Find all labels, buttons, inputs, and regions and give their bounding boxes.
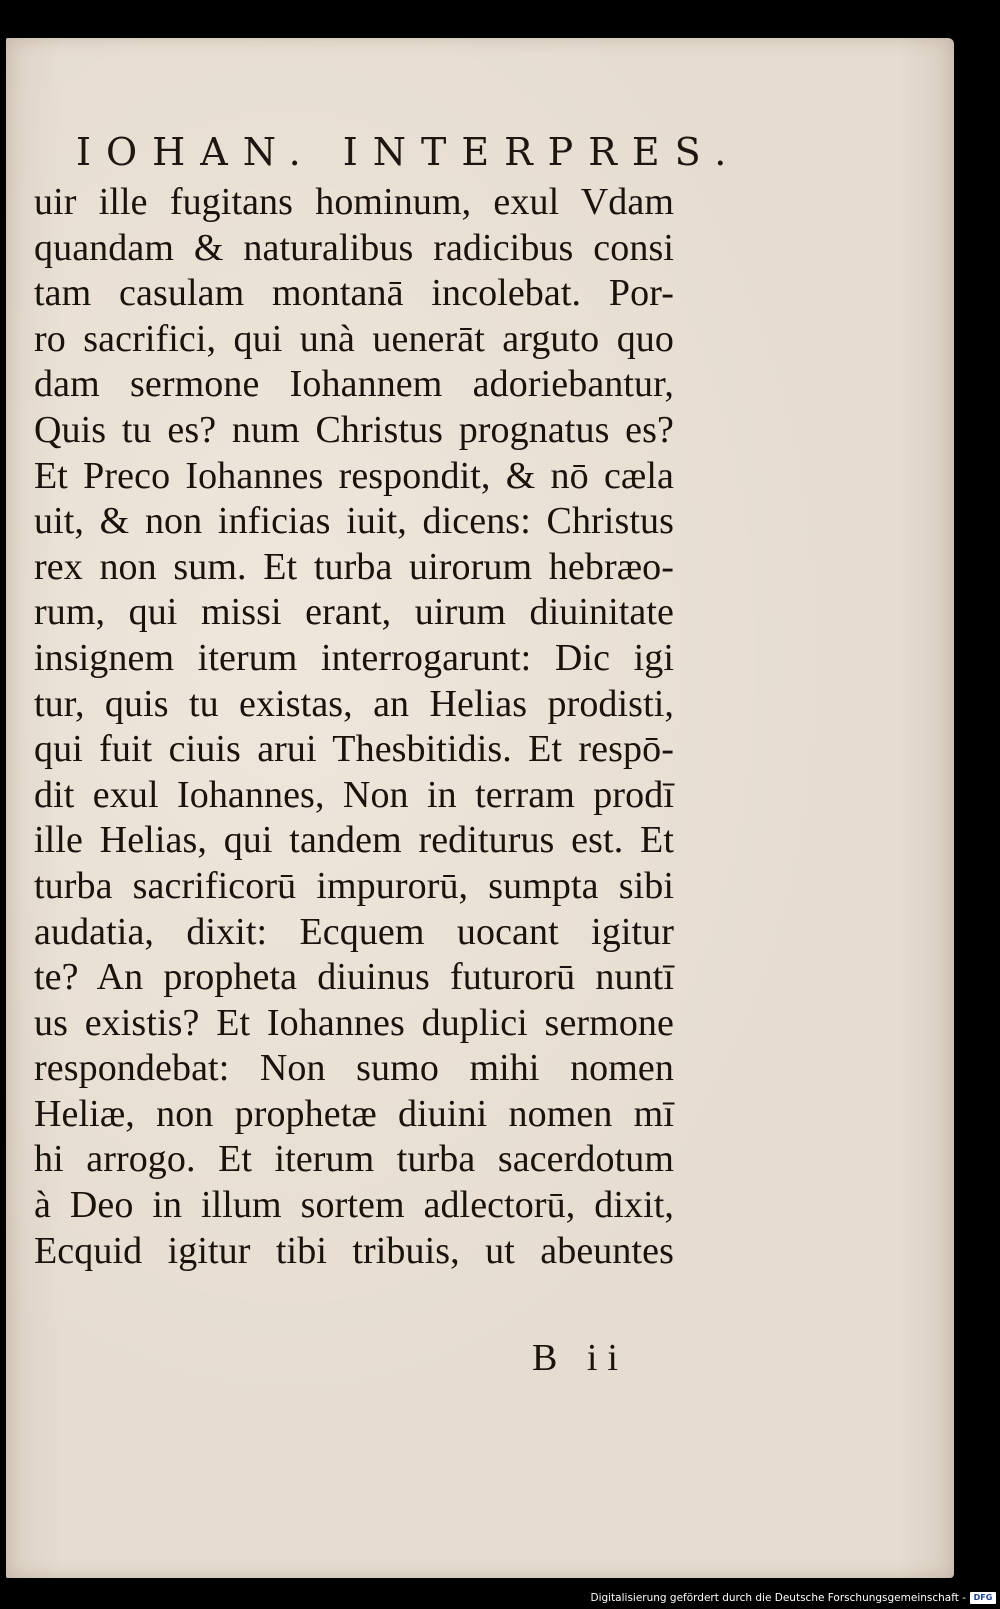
- text-line: Heliæ, non prophetæ diuini nomen mī: [34, 1092, 674, 1135]
- digitization-credit: Digitalisierung gefördert durch die Deutsche Forschungsgemeinschaft -: [590, 1592, 966, 1604]
- text-line: Ecquid igitur tibi tribuis, ut abeuntes: [34, 1229, 674, 1272]
- running-head: IOHAN. INTERPRES.: [76, 130, 742, 174]
- text-line: Et Preco Iohannes respondit, & nō cæla: [34, 454, 674, 497]
- text-line: insignem iterum interrogarunt: Dic igi: [34, 636, 674, 679]
- body-text: [34, 180, 674, 1274]
- text-line: tur, quis tu existas, an Helias prodisti,: [34, 682, 674, 725]
- text-line: ille Helias, qui tandem rediturus est. Et: [34, 819, 674, 862]
- text-line: ro sacrifici, qui unà uenerāt arguto quo: [34, 317, 674, 360]
- text-line: us existis? Et Iohannes duplici sermone: [34, 1001, 674, 1044]
- text-line: uit, & non inficias iuit, dicens: Christus: [34, 500, 674, 543]
- text-line: à Deo in illum sortem adlectorū, dixit,: [34, 1184, 674, 1227]
- text-line: qui fuit ciuis arui Thesbitidis. Et respō-: [34, 728, 674, 771]
- text-line: uir ille fugitans hominum, exul Vdam: [34, 181, 674, 223]
- signature-mark: B ii: [532, 1337, 628, 1379]
- text-line: Quis tu es? num Christus prognatus es?: [34, 408, 674, 451]
- text-line: quandam & naturalibus radicibus consi: [34, 226, 674, 269]
- text-line: rum, qui missi erant, uirum diuinitate: [34, 591, 674, 634]
- dfg-logo-icon: DFG: [970, 1592, 996, 1604]
- text-line: turba sacrificorū impurorū, sumpta sibi: [34, 864, 674, 907]
- text-line: respondebat: Non sumo mihi nomen: [34, 1047, 674, 1090]
- text-line: rex non sum. Et turba uirorum hebræo-: [34, 545, 674, 588]
- text-line: tam casulam montanā incolebat. Por-: [34, 272, 674, 315]
- text-line: dam sermone Iohannem adoriebantur,: [34, 363, 674, 406]
- text-line: hi arrogo. Et iterum turba sacerdotum: [34, 1138, 674, 1181]
- book-page: [6, 38, 954, 1578]
- text-line: dit exul Iohannes, Non in terram prodī: [34, 773, 674, 816]
- text-line: te? An propheta diuinus futurorū nuntī: [34, 956, 674, 999]
- text-line: audatia, dixit: Ecquem uocant igitur: [34, 910, 674, 953]
